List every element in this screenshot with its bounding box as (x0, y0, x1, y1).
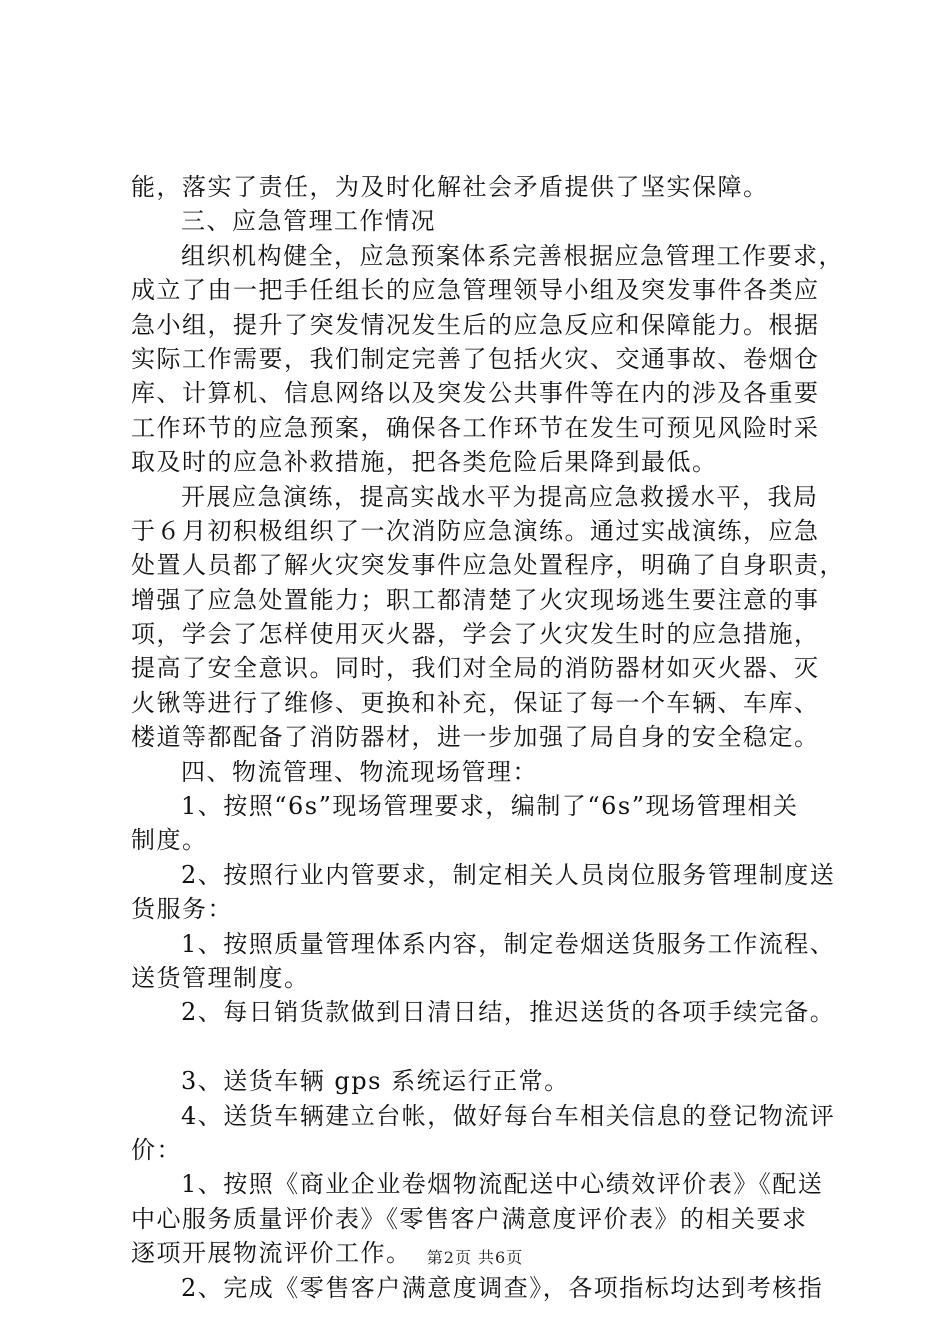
text-line: 项，学会了怎样使用灭火器，学会了火灾发生时的应急措施， (131, 620, 820, 649)
text-line: 1、按照质量管理体系内容，制定卷烟送货服务工作流程、 (181, 929, 836, 958)
text-line: 能，落实了责任，为及时化解社会矛盾提供了坚实保障。 (131, 173, 769, 201)
text-line: 送货管理制度。 (131, 963, 310, 992)
text-line: 三、应急管理工作情况 (181, 207, 436, 236)
text-line: 4、送货车辆建立台帐，做好每台车相关信息的登记物流评 (181, 1101, 836, 1130)
text-line (131, 1030, 843, 1064)
text-line: 库、计算机、信息网络以及突发公共事件等在内的涉及各重要 (131, 379, 820, 408)
text-line: 2、按照行业内管要求，制定相关人员岗位服务管理制度送 (181, 860, 836, 889)
text-line: 四、物流管理、物流现场管理： (181, 757, 538, 786)
text-line: 组织机构健全，应急预案体系完善根据应急管理工作要求， (181, 241, 844, 270)
text-line: 制度。 (131, 826, 208, 855)
text-line: 处置人员都了解火灾突发事件应急处置程序，明确了自身职责， (131, 551, 845, 580)
text-line: 于６月初积极组织了一次消防应急演练。通过实战演练，应急 (131, 516, 820, 545)
text-line: 增强了应急处置能力；职工都清楚了火灾现场逃生要注意的事 (131, 585, 820, 614)
text-line: 价： (131, 1135, 182, 1164)
text-line: 3、送货车辆 gps 系统运行正常。 (181, 1067, 570, 1096)
text-line: 1、按照《商业企业卷烟物流配送中心绩效评价表》《配送 (181, 1170, 824, 1199)
text-line: 提高了安全意识。同时，我们对全局的消防器材如灭火器、灭 (131, 654, 820, 683)
text-line: 急小组，提升了突发情况发生后的应急反应和保障能力。根据 (131, 310, 820, 339)
text-line: 中心服务质量评价表》《零售客户满意度评价表》的相关要求 (131, 1204, 808, 1233)
text-line: 楼道等都配备了消防器材，进一步加强了局自身的安全稳定。 (131, 723, 820, 752)
text-line: 2、完成《零售客户满意度调查》，各项指标均达到考核指 (181, 1273, 824, 1302)
text-line: 货服务： (131, 895, 233, 924)
text-line: 1、按照“6s”现场管理要求，编制了“6s”现场管理相关 (181, 792, 799, 821)
text-line: 工作环节的应急预案，确保各工作环节在发生可预见风险时采 (131, 413, 820, 442)
text-line: 取及时的应急补救措施，把各类危险后果降到最低。 (131, 448, 718, 477)
text-line: 成立了由一把手任组长的应急管理领导小组及突发事件各类应 (131, 276, 820, 305)
text-line: 实际工作需要，我们制定完善了包括火灾、交通事故、卷烟仓 (131, 344, 820, 373)
page-footer: 第2页 共6页 (426, 1248, 524, 1267)
document-body (131, 170, 843, 1305)
text-line: 逐项开展物流评价工作。 (131, 1239, 412, 1268)
text-line: 2、每日销货款做到日清日结，推迟送货的各项手续完备。 (181, 998, 836, 1027)
text-line: 火锹等进行了维修、更换和补充，保证了每一个车辆、车库、 (131, 688, 820, 717)
text-line: 开展应急演练，提高实战水平为提高应急救援水平，我局 (181, 482, 819, 511)
